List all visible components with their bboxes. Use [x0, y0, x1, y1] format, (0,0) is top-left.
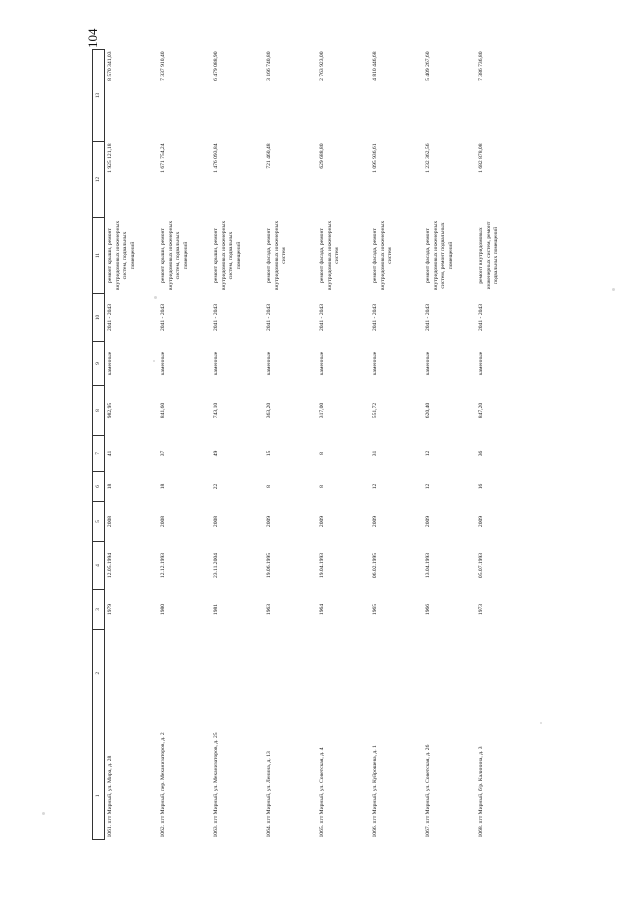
date-cell: 19.04.1993 — [319, 552, 326, 579]
col-header-3: 3 — [93, 590, 105, 630]
address-cell: 1066. пгт Мирный, ул. Куйрошева, д. 1 — [372, 745, 379, 838]
table-row — [370, 50, 423, 840]
count-cell: 37 — [160, 450, 167, 457]
table-row — [105, 50, 159, 840]
year-built-cell: 1965 — [372, 603, 379, 616]
address-cell: 1065. пгт Мирный, ул. Советская, д. 4 — [319, 747, 326, 838]
period-cell: 2041 - 2043 — [478, 303, 485, 332]
count-cell: 8 — [319, 485, 326, 488]
table-row — [211, 50, 264, 840]
address-cell: 1064. пгт Мирный, ул. Ленина, д. 13 — [266, 751, 273, 838]
works-cell: ремонт фасада, ремонт внутридомовых инженерных систем — [372, 220, 394, 291]
count-cell: 12 — [372, 483, 379, 490]
area-cell: 847,20 — [478, 402, 485, 419]
year-cell: 2009 — [372, 515, 379, 528]
material-cell: каменные — [266, 351, 273, 376]
total-cell: 2 763 923,00 — [319, 51, 326, 81]
count-cell: 36 — [478, 450, 485, 457]
total-cell: 6 479 088,90 — [213, 51, 220, 81]
address-cell: 1062. пгт Мирный, пер. Механизаторов, д. 2 — [160, 732, 167, 838]
period-cell: 2041 - 2043 — [319, 303, 326, 332]
works-cell: ремонт крыши, ремонт внутридомовых инженерных систем, подвальных помещений — [213, 220, 242, 291]
date-cell: 05.07.1993 — [478, 552, 485, 579]
cost-cell: 721 460,48 — [266, 143, 273, 169]
year-built-cell: 1966 — [425, 603, 432, 616]
area-cell: 841,60 — [160, 402, 167, 419]
works-cell: ремонт фасада, ремонт внутридомовых инженерных систем — [319, 220, 341, 291]
count-cell: 15 — [266, 450, 273, 457]
count-cell: 8 — [319, 452, 326, 455]
works-cell: ремонт фасада, ремонт внутридомовых инженерных систем — [266, 220, 288, 291]
year-cell: 2009 — [319, 515, 326, 528]
date-cell: 06.02.1995 — [372, 552, 379, 579]
area-cell: 743,10 — [213, 402, 220, 419]
material-cell: каменные — [372, 351, 379, 376]
table-row — [158, 50, 211, 840]
date-cell: 23.11.2004 — [213, 553, 220, 578]
material-cell: каменные — [425, 351, 432, 376]
cost-cell: 1 232 362,56 — [425, 143, 432, 173]
year-cell: 2009 — [478, 515, 485, 528]
address-cell: 1061. пгт Мирный, ул. Мира, д. 28 — [107, 755, 114, 838]
material-cell: каменные — [213, 351, 220, 376]
col-header-10: 10 — [93, 294, 105, 342]
period-cell: 2041 - 2043 — [107, 303, 114, 332]
table-row — [423, 50, 476, 840]
cost-cell: 1 095 936,61 — [372, 143, 379, 173]
table-row — [476, 50, 529, 840]
count-cell: 41 — [107, 450, 114, 457]
cost-cell: 1 925 121,18 — [107, 143, 114, 173]
col-header-11: 11 — [93, 218, 105, 294]
works-cell: ремонт крыши, ремонт внутридомовых инженерных систем, подвальных помещений — [107, 220, 136, 291]
year-built-cell: 1981 — [213, 603, 220, 616]
table-row — [264, 50, 317, 840]
page-number: 104 — [85, 28, 100, 48]
table-row — [317, 50, 370, 840]
col-header-6: 6 — [93, 472, 105, 502]
col-header-4: 4 — [93, 542, 105, 590]
col-header-13: 13 — [93, 50, 105, 142]
material-cell: каменные — [319, 351, 326, 376]
count-cell: 18 — [107, 483, 114, 490]
total-cell: 8 570 341,03 — [107, 51, 114, 81]
year-built-cell: 1973 — [478, 603, 485, 616]
material-cell: каменные — [160, 351, 167, 376]
works-cell: ремонт внутридомовых инженерных систем, ремонт подвальных помещений — [478, 221, 500, 290]
cost-cell: 1 682 878,08 — [478, 143, 485, 173]
period-cell: 2041 - 2043 — [425, 303, 432, 332]
date-cell: 12.12.1993 — [160, 552, 167, 579]
total-cell: 4 810 446,68 — [372, 51, 379, 81]
year-cell: 2008 — [213, 515, 220, 528]
total-cell: 5 409 267,60 — [425, 51, 432, 81]
material-cell: каменные — [107, 351, 114, 376]
count-cell: 18 — [160, 483, 167, 490]
address-cell: 1068. пгт Мирный, б/р. Калинина, д. 3 — [478, 746, 485, 838]
area-cell: 982,95 — [107, 402, 114, 419]
year-built-cell: 1963 — [266, 603, 273, 616]
year-cell: 2009 — [266, 515, 273, 528]
area-cell: 317,00 — [319, 402, 326, 419]
area-cell: 620,40 — [425, 402, 432, 419]
scan-dot — [612, 288, 615, 291]
rotated-table-container — [92, 50, 532, 840]
date-cell: 12.05.1994 — [107, 552, 114, 579]
year-built-cell: 1979 — [107, 603, 114, 616]
count-cell: 31 — [372, 450, 379, 457]
year-built-cell: 1964 — [319, 603, 326, 616]
area-cell: 551,72 — [372, 402, 379, 419]
scan-dot — [540, 722, 542, 724]
count-cell: 49 — [213, 450, 220, 457]
cost-cell: 1 476 093,84 — [213, 143, 220, 173]
column-number-row — [93, 50, 105, 840]
year-cell: 2008 — [160, 515, 167, 528]
material-cell: каменные — [478, 351, 485, 376]
col-header-1-2: 12 — [93, 630, 105, 840]
area-cell: 363,20 — [266, 402, 273, 419]
col-header-9: 9 — [93, 342, 105, 386]
count-cell: 12 — [425, 483, 432, 490]
period-cell: 2041 - 2043 — [160, 303, 167, 332]
housing-register-table — [92, 49, 529, 840]
date-cell: 19.06.1995 — [266, 552, 273, 579]
period-cell: 2041 - 2043 — [213, 303, 220, 332]
count-cell: 16 — [478, 483, 485, 490]
year-cell: 2008 — [107, 515, 114, 528]
col-header-7: 7 — [93, 436, 105, 472]
count-cell: 12 — [425, 450, 432, 457]
count-cell: 22 — [213, 483, 220, 490]
date-cell: 13.04.1993 — [425, 552, 432, 579]
scan-dot — [42, 812, 45, 815]
works-cell: ремонт крыши, ремонт внутридомовых инженерных систем, подвальных помещений — [160, 220, 189, 291]
period-cell: 2041 - 2043 — [266, 303, 273, 332]
total-cell: 7 386 736,80 — [478, 51, 485, 81]
cost-cell: 629 688,80 — [319, 143, 326, 169]
period-cell: 2041 - 2043 — [372, 303, 379, 332]
total-cell: 7 337 910,40 — [160, 51, 167, 81]
col-header-8: 8 — [93, 386, 105, 436]
works-cell: ремонт фасада, ремонт внутридомовых инженерных систем, ремонт подвальных помещений — [425, 220, 454, 291]
address-cell: 1063. пгт Мирный, ул. Механизаторов, д. 25 — [213, 732, 220, 838]
total-cell: 3 166 740,80 — [266, 51, 273, 81]
cost-cell: 1 671 754,24 — [160, 143, 167, 173]
year-built-cell: 1980 — [160, 603, 167, 616]
year-cell: 2009 — [425, 515, 432, 528]
col-header-12: 12 — [93, 142, 105, 218]
count-cell: 8 — [266, 485, 273, 488]
address-cell: 1067. пгт Мирный, ул. Советская, д. 26 — [425, 744, 432, 838]
col-header-5: 5 — [93, 502, 105, 542]
